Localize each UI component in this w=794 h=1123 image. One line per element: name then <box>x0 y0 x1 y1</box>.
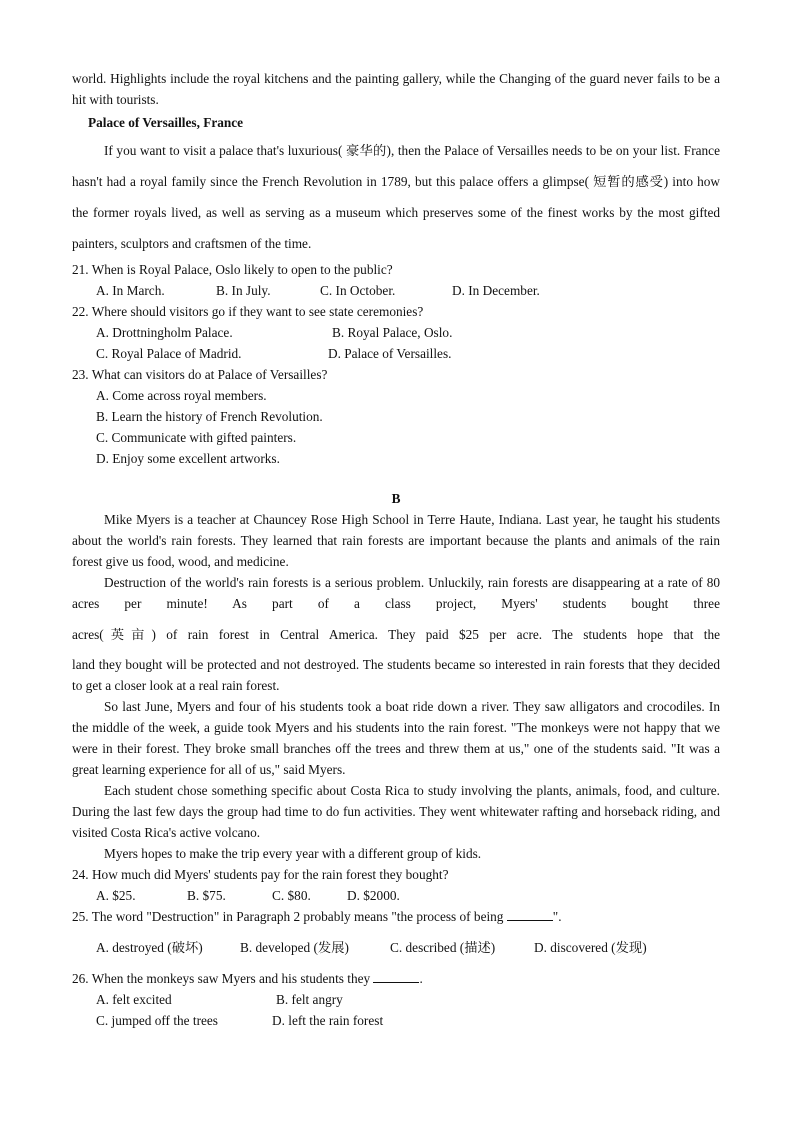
question-22 <box>72 301 720 364</box>
question-26-text-before: 26. When the monkeys saw Myers and his students they <box>72 971 371 986</box>
option-22-b[interactable]: B. Royal Palace, Oslo. <box>332 325 453 340</box>
section-b-paragraph-5: Myers hopes to make the trip every year with a different group of kids. <box>104 846 482 861</box>
option-25-c[interactable]: C. described (描述) <box>390 940 496 955</box>
option-21-c[interactable]: C. In October. <box>320 283 396 298</box>
option-23-b[interactable]: B. Learn the history of French Revolution. <box>96 409 323 424</box>
versailles-heading: Palace of Versailles, France <box>88 115 244 130</box>
question-25-text-after: ". <box>552 909 562 924</box>
section-b-paragraph-1: Mike Myers is a teacher at Chauncey Rose High School in Terre Haute, Indiana. Last year, he taught his students about the world's rain forests. They learned that rain forests are important because the plants and animals of the rain forest give us food, wood, and medicine. <box>72 512 720 569</box>
option-26-b[interactable]: B. felt angry <box>276 992 343 1007</box>
question-24 <box>72 864 720 906</box>
question-24-options <box>96 885 720 906</box>
question-25-options <box>96 937 720 958</box>
option-23-d[interactable]: D. Enjoy some excellent artworks. <box>96 451 280 466</box>
option-21-b[interactable]: B. In July. <box>216 283 271 298</box>
option-22-c[interactable]: C. Royal Palace of Madrid. <box>96 346 242 361</box>
option-25-a[interactable]: A. destroyed (破坏) <box>96 940 203 955</box>
section-b-paragraph-2-part-2: acres(英亩) of rain forest in Central America. They paid $25 per acre. The students hope that the <box>72 627 720 642</box>
intro-paragraph-end: world. Highlights include the royal kitchens and the painting gallery, while the Changing of the guard never fails to be a hit with tourists. <box>72 71 720 107</box>
option-23-a[interactable]: A. Come across royal members. <box>96 388 267 403</box>
option-24-a[interactable]: A. $25. <box>96 888 136 903</box>
section-b-label: B <box>391 491 401 506</box>
question-26 <box>72 968 720 1031</box>
question-23 <box>72 364 720 469</box>
option-24-d[interactable]: D. $2000. <box>347 888 400 903</box>
question-21 <box>72 259 720 301</box>
question-25-text-before: 25. The word "Destruction" in Paragraph 2 probably means "the process of being <box>72 909 504 924</box>
option-26-d[interactable]: D. left the rain forest <box>272 1013 384 1028</box>
option-21-a[interactable]: A. In March. <box>96 283 165 298</box>
question-22-options-row-1 <box>96 322 720 343</box>
option-24-c[interactable]: C. $80. <box>272 888 311 903</box>
document-page <box>72 68 720 1031</box>
question-25 <box>72 906 720 958</box>
option-26-c[interactable]: C. jumped off the trees <box>96 1013 218 1028</box>
versailles-paragraph: If you want to visit a palace that's luxurious( 豪华的), then the Palace of Versailles needs to be on your list. France hasn't had a royal family since the French Revolution in 1789, but this palace offers a glimpse( 短暂的感受) into how the former royals lived, as well as serving as a museum which preserves some of the finest works by the most gifted painters, sculptors and craftsmen of the time. <box>72 143 720 251</box>
section-b-paragraph-3: So last June, Myers and four of his students took a boat ride down a river. They saw alligators and crocodiles. In the middle of the week, a guide took Myers and his students into the rain forest. "The monkeys were not happy that we were in their forest. They broke small branches off the trees and threw them at us," one of the students said. "It was a great learning experience for all of us," said Myers. <box>72 699 720 777</box>
question-26-options-row-1 <box>96 989 720 1010</box>
option-25-b[interactable]: B. developed (发展) <box>240 940 349 955</box>
option-25-d[interactable]: D. discovered (发现) <box>534 940 647 955</box>
question-22-options-row-2 <box>96 343 720 364</box>
option-22-d[interactable]: D. Palace of Versailles. <box>328 346 452 361</box>
question-23-text: 23. What can visitors do at Palace of Versailles? <box>72 367 328 382</box>
option-21-d[interactable]: D. In December. <box>452 283 540 298</box>
option-23-c[interactable]: C. Communicate with gifted painters. <box>96 430 297 445</box>
section-b-paragraph-2-part-1: Destruction of the world's rain forests is a serious problem. Unluckily, rain forests are disappearing at a rate of 80 acres per minute! As part of a class project, Myers' students bought three <box>72 575 720 611</box>
question-26-text <box>72 968 720 989</box>
question-21-text: 21. When is Royal Palace, Oslo likely to open to the public? <box>72 262 393 277</box>
question-26-options-row-2 <box>96 1010 720 1031</box>
question-25-text <box>72 906 720 927</box>
question-22-text: 22. Where should visitors go if they want to see state ceremonies? <box>72 304 424 319</box>
question-26-blank <box>373 971 419 983</box>
section-b-paragraph-2 <box>72 572 720 696</box>
question-26-text-after: . <box>419 971 423 986</box>
section-b-paragraph-2-part-3: land they bought will be protected and not destroyed. The students became so interested in rain forests that they decided to get a closer look at a real rain forest. <box>72 657 720 693</box>
question-25-blank <box>507 909 553 921</box>
option-26-a[interactable]: A. felt excited <box>96 992 172 1007</box>
option-22-a[interactable]: A. Drottningholm Palace. <box>96 325 233 340</box>
question-21-options <box>96 280 720 301</box>
section-b-paragraph-4: Each student chose something specific about Costa Rica to study involving the plants, animals, food, and culture. During the last few days the group had time to do fun activities. They went whitewater rafting and horseback riding, and visited Costa Rica's active volcano. <box>72 783 720 840</box>
option-24-b[interactable]: B. $75. <box>187 888 226 903</box>
question-24-text: 24. How much did Myers' students pay for the rain forest they bought? <box>72 867 449 882</box>
